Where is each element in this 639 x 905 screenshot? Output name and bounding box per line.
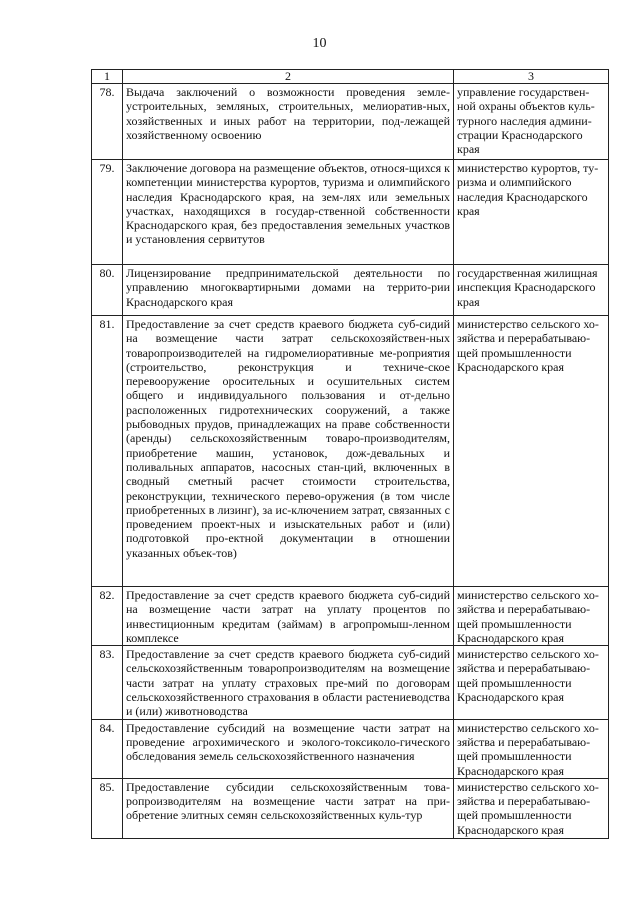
column-header-1: 1 bbox=[92, 70, 123, 84]
column-header-2: 2 bbox=[123, 70, 454, 84]
responsible-authority: государственная жилищная инспекция Краснодарского края bbox=[454, 265, 609, 316]
row-number: 80. bbox=[92, 265, 123, 316]
table-row bbox=[92, 646, 609, 719]
responsible-authority: министерство сельского хо-зяйства и перерабатываю-щей промышленности Краснодарского края bbox=[454, 778, 609, 838]
responsible-authority: министерство сельского хо-зяйства и перерабатываю-щей промышленности Краснодарского края bbox=[454, 316, 609, 587]
responsible-authority: министерство сельского хо-зяйства и перерабатываю-щей промышленности Краснодарского края bbox=[454, 719, 609, 778]
responsible-authority: министерство курортов, ту-ризма и олимпийского наследия Краснодарского края bbox=[454, 160, 609, 265]
table-row bbox=[92, 265, 609, 316]
table-row bbox=[92, 778, 609, 838]
table-row bbox=[92, 587, 609, 646]
service-description: Предоставление за счет средств краевого бюджета суб-сидий на возмещение части затрат на уплату процентов по инвестиционным кредитам (займам) в агропромыш-ленном комплексе bbox=[123, 587, 454, 646]
service-description: Предоставление субсидии сельскохозяйственным това-ропроизводителям на возмещение части затрат на при-обретение элитных семян сельскохозяйственных куль-тур bbox=[123, 778, 454, 838]
service-description: Предоставление за счет средств краевого бюджета суб-сидий на возмещение части затрат сельскохозяйствен-ных товаропроизводителей на гидромелиоративные ме-роприятия (строительство, реконструкция и техниче-ское перевооружение оросительных и осушительных систем общего и индивидуального пользования и от-дельно расположенных гидротехнических сооружений, а также рыбоводных прудов, принадлежащих на праве собственности (аренды) сельскохозяйственным товаро-производителям, приобретение машин, установок, дож-девальных и поливальных аппаратов, насосных стан-ций, включенных в сводный сметный расчет стоимости строительства, реконструкции, технического перево-оружения (в том числе приобретенных в лизинг), за ис-ключением затрат, связанных с проведением проект-ных и изыскательных работ и (или) подготовкой про-ектной документации в отношении указанных объек-тов) bbox=[123, 316, 454, 587]
table-row bbox=[92, 316, 609, 587]
responsible-authority: министерство сельского хо-зяйства и перерабатываю-щей промышленности Краснодарского края bbox=[454, 646, 609, 719]
service-description: Предоставление за счет средств краевого бюджета суб-сидий сельскохозяйственным товаропроизводителям на возмещение части затрат на уплату страховых пре-мий по договорам сельскохозяйственного страхования в области растениеводства и (или) животноводства bbox=[123, 646, 454, 719]
row-number: 85. bbox=[92, 778, 123, 838]
row-number: 78. bbox=[92, 84, 123, 160]
row-number: 84. bbox=[92, 719, 123, 778]
service-description: Заключение договора на размещение объектов, относя-щихся к компетенции министерства курортов, туризма и олимпийского наследия Краснодарского края, на зем-лях или земельных участках, находящихся в государ-ственной собственности Краснодарского края, без предоставления земельных участков и установления сервитутов bbox=[123, 160, 454, 265]
registry-table bbox=[91, 69, 609, 839]
service-description: Выдача заключений о возможности проведения земле-устроительных, земляных, строительных, мелиоратив-ных, хозяйственных и иных работ на территории, под-лежащей хозяйственному освоению bbox=[123, 84, 454, 160]
responsible-authority: министерство сельского хо-зяйства и перерабатываю-щей промышленности Краснодарского края bbox=[454, 587, 609, 646]
table-row bbox=[92, 719, 609, 778]
service-description: Лицензирование предпринимательской деятельности по управлению многоквартирными домами на террито-рии Краснодарского края bbox=[123, 265, 454, 316]
row-number: 82. bbox=[92, 587, 123, 646]
table-row bbox=[92, 160, 609, 265]
column-header-3: 3 bbox=[454, 70, 609, 84]
service-description: Предоставление субсидий на возмещение части затрат на проведение агрохимического и эколого-токсиколо-гического обследования земель сельскохозяйственного назначения bbox=[123, 719, 454, 778]
page-number: 10 bbox=[312, 36, 327, 51]
table-row bbox=[92, 84, 609, 160]
row-number: 79. bbox=[92, 160, 123, 265]
responsible-authority: управление государствен-ной охраны объектов куль-турного наследия админи-страции Краснодарского края bbox=[454, 84, 609, 160]
row-number: 81. bbox=[92, 316, 123, 587]
table-header-row bbox=[92, 70, 609, 84]
row-number: 83. bbox=[92, 646, 123, 719]
